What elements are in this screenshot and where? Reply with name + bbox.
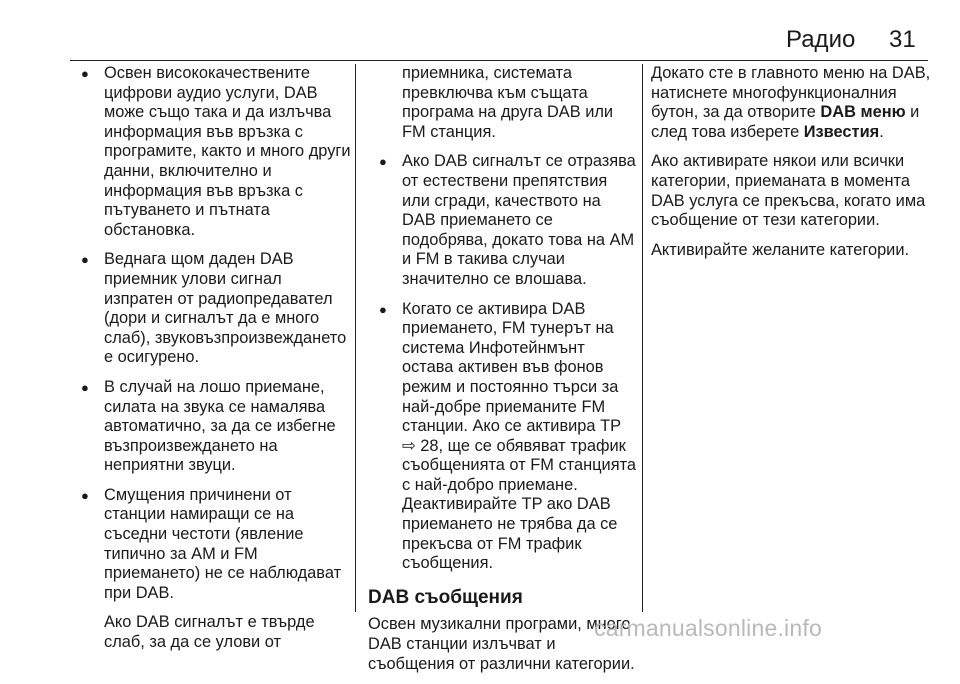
- bullet-item: ● Когато се активира DAB приемането, FM тунерът на система Инфотейнмънт остава активен във фонов режим и постоянно търси за най-добре приеманите FM станции. Ако се активира TP ⇨ 28, ще се обявяват трафик съобщенията от FM станцията с най-добро приемане. Деактивирайте TP ако DAB приемането не трябва да се прекъсва от FM трафик съобщения.: [368, 300, 638, 574]
- paragraph: Ако активирате някои или всички категории, приеманата в момента DAB услуга се прекъсва, когато има съобщение от тези категории.: [651, 152, 926, 230]
- header-rule: [70, 60, 928, 61]
- menu-name: DAB меню: [820, 103, 906, 122]
- text-span: и след това изберете: [651, 103, 920, 141]
- page-header: [0, 0, 960, 58]
- bullet-item: ● Освен висококачествените цифрови аудио услуги, DAB може също така и да излъчва информация във връзка с програмите, както и много други данни, включително и информация във връзка с пътуването и пътната обстановка.: [70, 64, 352, 240]
- column-3: [651, 64, 931, 270]
- text-span: .: [879, 122, 884, 141]
- bullet-item: ● Веднага щом даден DAB приемник улови сигнал изпратен от радиопредавател (дори и сигналът да е много слаб), звуковъзпроизвеждането е осигурено.: [70, 250, 352, 368]
- page-title: Радио: [786, 26, 856, 53]
- bullet-continuation: приемника, системата превключва към същата програма на друга DAB или FM станция.: [402, 64, 614, 141]
- column-divider-1: [355, 64, 356, 612]
- column-1: [70, 64, 352, 663]
- paragraph: Активирайте желаните категории.: [651, 240, 910, 259]
- page-number: 31: [889, 26, 916, 53]
- text-span: Докато сте в главното меню на DAB, натиснете многофункционалния бутон, за да отворите: [651, 64, 931, 122]
- paragraph: Освен музикални програми, много DAB станции излъчват и съобщения от различни категории.: [368, 615, 635, 673]
- bullet-item: ● В случай на лошо приемане, силата на звука се намалява автоматично, за да се избегне възпроизвеждането на неприятни звуци.: [70, 378, 352, 476]
- section-heading: DAB съобщения: [368, 586, 523, 608]
- bullet-continuation: Ако DAB сигналът е твърде слаб, за да се улови от: [104, 613, 315, 652]
- bullet-item: ● Смущения причинени от станции намиращи се на съседни честоти (явление типично за AM и FM приемането) не се наблюдават при DAB.: [70, 486, 352, 604]
- paragraph: [651, 64, 931, 142]
- watermark: carmanualsonline.info: [594, 615, 822, 641]
- column-2: [368, 64, 638, 684]
- bullet-item: ● Ако DAB сигналът се отразява от естествени препятствия или сгради, качеството на DAB приемането се подобрява, докато това на AM и FM в такива случаи значително се влошава.: [368, 152, 638, 289]
- menu-item-name: Известия: [803, 122, 880, 141]
- column-divider-2: [642, 64, 643, 612]
